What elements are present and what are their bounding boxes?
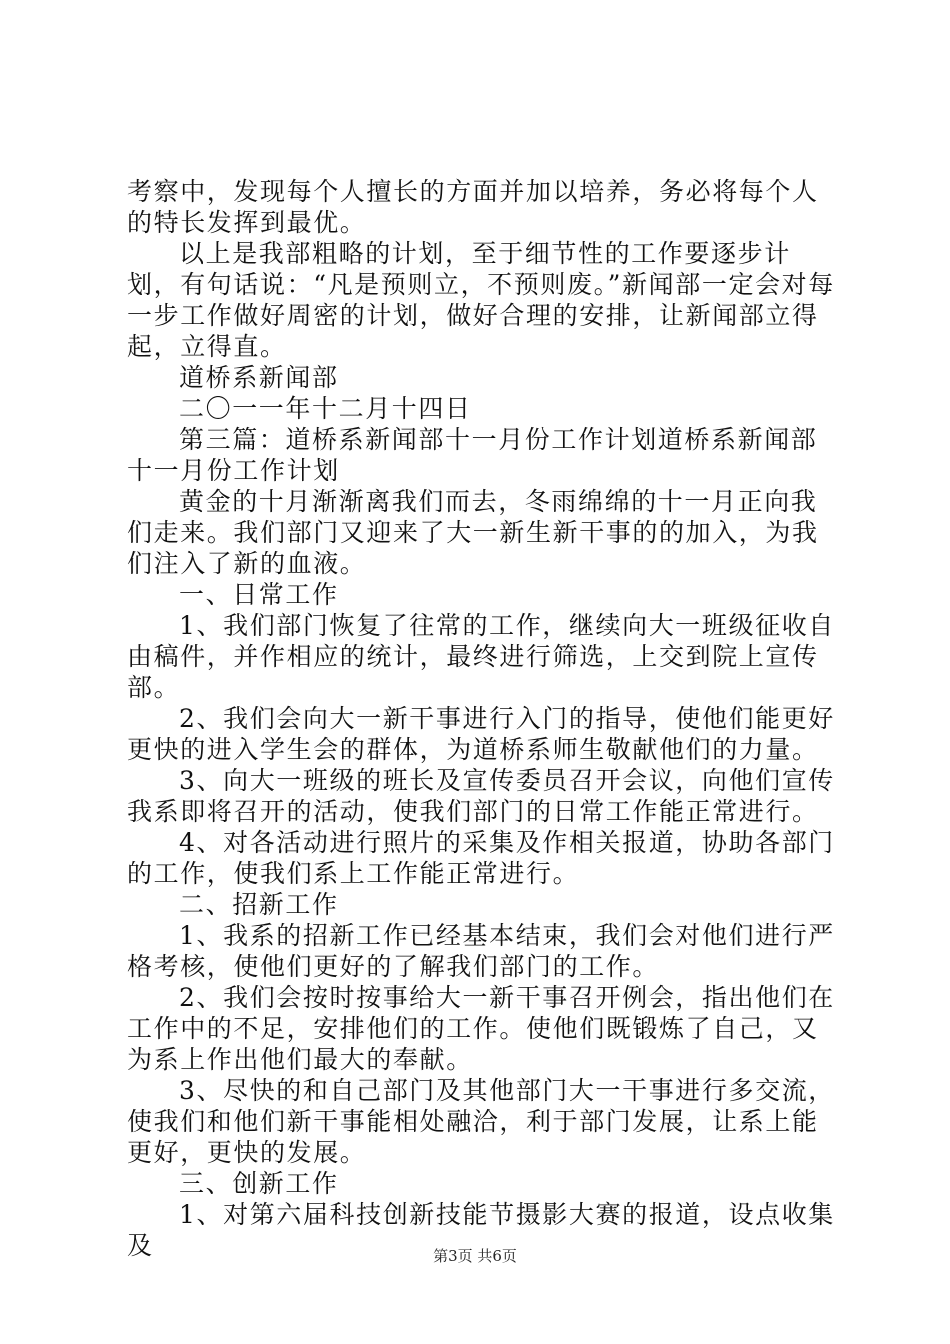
daily-item-4: 4、对各活动进行照片的采集及作相关报道，协助各部门的工作，使我们系上工作能正常进行。	[127, 828, 835, 888]
heading-innovation: 三、创新工作	[179, 1169, 339, 1198]
innovation-item-1: 1、对第六届科技创新技能节摄影大赛的报道，设点收集及	[127, 1200, 835, 1260]
intro-paragraph: 黄金的十月渐渐离我们而去，冬雨绵绵的十一月正向我们走来。我们部门又迎来了大一新生新干事的的加入，为我们注入了新的血液。	[127, 487, 819, 578]
daily-item-2: 2、我们会向大一新干事进行入门的指导，使他们能更好更快的进入学生会的群体，为道桥系师生敬献他们的力量。	[127, 704, 835, 764]
daily-item-1: 1、我们部门恢复了往常的工作，继续向大一班级征收自由稿件，并作相应的统计，最终进行筛选，上交到院上宣传部。	[127, 611, 835, 702]
signature-date: 二〇一一年十二月十四日	[179, 394, 472, 423]
heading-recruitment: 二、招新工作	[179, 890, 339, 919]
daily-item-3: 3、向大一班级的班长及宣传委员召开会议，向他们宣传我系即将召开的活动，使我们部门的日常工作能正常进行。	[127, 766, 835, 826]
recruit-item-3: 3、尽快的和自己部门及其他部门大一干事进行多交流，使我们和他们新干事能相处融洽，利于部门发展，让系上能更好，更快的发展。	[127, 1076, 835, 1167]
heading-daily-work: 一、日常工作	[179, 580, 339, 609]
recruit-item-1: 1、我系的招新工作已经基本结束，我们会对他们进行严格考核，使他们更好的了解我们部门的工作。	[127, 921, 835, 981]
signature-department: 道桥系新闻部	[179, 363, 339, 392]
paragraph-2: 以上是我部粗略的计划，至于细节性的工作要逐步计划，有句话说：“凡是预则立，不预则废。”新闻部一定会对每一步工作做好周密的计划，做好合理的安排，让新闻部立得起，立得直。	[127, 239, 835, 361]
section-title: 第三篇：道桥系新闻部十一月份工作计划道桥系新闻部十一月份工作计划	[127, 425, 818, 485]
document-body	[127, 176, 837, 1261]
page-footer: 第3页 共6页	[433, 1247, 517, 1265]
paragraph-1: 考察中，发现每个人擅长的方面并加以培养，务必将每个人的特长发挥到最优。	[127, 177, 819, 237]
recruit-item-2: 2、我们会按时按事给大一新干事召开例会，指出他们在工作中的不足，安排他们的工作。使他们既锻炼了自己，又为系上作出他们最大的奉献。	[127, 983, 835, 1074]
